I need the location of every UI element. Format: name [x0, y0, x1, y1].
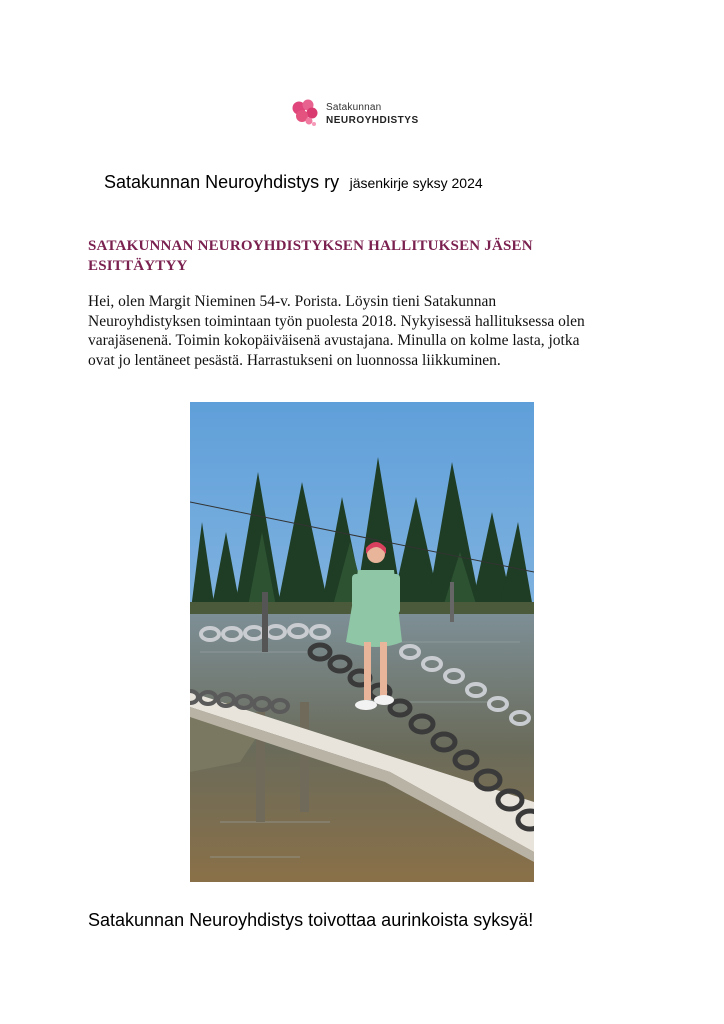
organization-name: Satakunnan Neuroyhdistys ry: [104, 172, 340, 192]
paragraph-line: Hei, olen Margit Nieminen 54-v. Porista. Löysin tieni Satakunnan: [88, 293, 497, 310]
logo-text-line2: NEUROYHDISTYS: [326, 115, 419, 126]
organization-logo: [290, 98, 420, 132]
newsletter-edition: jäsenkirje syksy 2024: [349, 175, 483, 191]
paragraph-line: varajäsenenä. Toimin kokopäiväisenä avustajana. Minulla on kolme lasta, jotka: [88, 332, 580, 349]
paragraph-line: Neuroyhdistyksen toimintaan työn puolesta 2018. Nykyisessä hallituksessa olen: [88, 312, 585, 330]
introduction-paragraph: [88, 292, 648, 370]
newsletter-header: [104, 172, 483, 193]
closing-greeting: Satakunnan Neuroyhdistys toivottaa aurinkoista syksyä!: [88, 910, 534, 930]
section-heading: [88, 236, 628, 276]
paragraph-line: ovat jo lentäneet pesästä. Harrastukseni on luonnossa liikkuminen.: [88, 351, 501, 369]
section-heading-line2: ESITTÄYTYY: [88, 258, 188, 274]
section-heading-line1: SATAKUNNAN NEUROYHDISTYKSEN HALLITUKSEN JÄSEN: [88, 238, 533, 254]
member-photo: [190, 402, 534, 882]
brain-logo-icon: [290, 98, 320, 128]
logo-text-line1: Satakunnan: [326, 102, 382, 113]
